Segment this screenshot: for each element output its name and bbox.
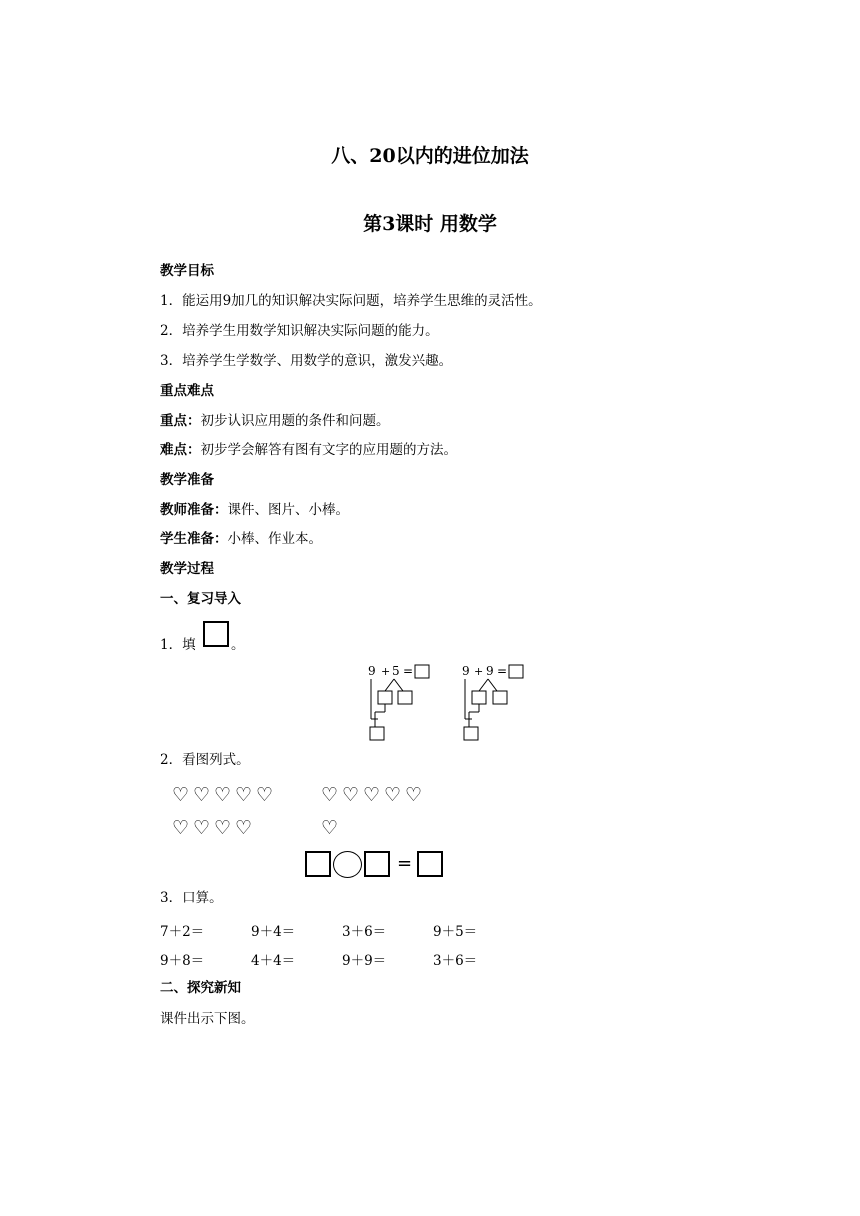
goal-item: 3．培养学生学数学、用数学的意识，激发兴趣。	[160, 353, 453, 369]
prep-heading: 教学准备	[160, 472, 214, 488]
process-heading: 教学过程	[160, 561, 214, 577]
heart-icon: ♡	[172, 784, 190, 806]
equals-sign: =	[397, 853, 413, 874]
goal-item: 2．培养学生用数学知识解决实际问题的能力。	[160, 323, 439, 339]
heart-icon: ♡	[342, 784, 360, 806]
tree1-op: +	[381, 665, 391, 678]
tree2-eq: =	[497, 664, 508, 678]
calc-item: 7＋2＝	[160, 924, 205, 940]
heart-icon: ♡	[172, 817, 190, 839]
tree2-part-box	[472, 691, 486, 704]
unit-title: 八、20以内的进位加法	[331, 145, 529, 167]
lesson-title: 第3课时 用数学	[363, 213, 497, 235]
decomposition-diagrams	[360, 660, 540, 746]
difficulty-line	[160, 441, 457, 459]
heart-icon: ♡	[363, 784, 381, 806]
tree2-result-box	[509, 665, 523, 678]
focus-label: 重点：	[160, 413, 201, 429]
heart-icon: ♡	[235, 784, 253, 806]
student-prep-label: 学生准备：	[160, 531, 228, 547]
tree1-part-box	[378, 691, 392, 704]
heart-icon: ♡	[321, 817, 339, 839]
calc-item: 9＋9＝	[342, 953, 387, 969]
goal-item: 1．能运用9加几的知识解决实际问题，培养学生思维的灵活性。	[160, 293, 542, 309]
heart-icon: ♡	[405, 784, 423, 806]
q2-label: 2．看图列式。	[160, 752, 250, 768]
teacher-prep-text: 课件、图片、小棒。	[227, 502, 349, 518]
heart-icon: ♡	[193, 817, 211, 839]
goals-heading: 教学目标	[160, 263, 214, 279]
calc-item: 9＋4＝	[251, 924, 296, 940]
q3-label: 3．口算。	[160, 890, 223, 906]
equation-box	[364, 851, 390, 877]
section-review: 一、复习导入	[160, 591, 241, 607]
tree2-part-box	[493, 691, 507, 704]
operator-circle	[333, 851, 362, 878]
difficulty-text: 初步学会解答有图有文字的应用题的方法。	[200, 442, 457, 458]
q1-suffix: 。	[231, 637, 245, 653]
tree1-eq: =	[403, 664, 414, 678]
heart-icon: ♡	[321, 784, 339, 806]
heart-icon: ♡	[214, 784, 232, 806]
keypoints-heading: 重点难点	[160, 383, 214, 399]
calc-item: 9＋5＝	[433, 924, 478, 940]
heart-icon: ♡	[214, 817, 232, 839]
student-prep-text: 小棒、作业本。	[227, 531, 322, 547]
calc-item: 4＋4＝	[251, 953, 296, 969]
focus-line	[160, 412, 390, 430]
heart-icon: ♡	[384, 784, 402, 806]
heart-icon: ♡	[235, 817, 253, 839]
difficulty-label: 难点：	[160, 442, 201, 458]
tree2-a: 9	[462, 664, 470, 678]
tree1-sum-box	[370, 727, 384, 740]
q1-prefix: 1．填	[160, 637, 196, 653]
section-explore: 二、探究新知	[160, 980, 241, 996]
section-explore-text: 课件出示下图。	[160, 1011, 255, 1027]
heart-icon: ♡	[256, 784, 274, 806]
focus-text: 初步认识应用题的条件和问题。	[200, 413, 390, 429]
tree2-op: +	[474, 665, 484, 678]
heart-icon: ♡	[193, 784, 211, 806]
equation-box	[417, 851, 443, 877]
tree2-sum-box	[464, 727, 478, 740]
tree-9-plus-5	[368, 664, 429, 740]
calc-item: 3＋6＝	[433, 953, 478, 969]
tree1-a: 9	[368, 664, 376, 678]
tree1-part-box	[398, 691, 412, 704]
equation-box	[305, 851, 331, 877]
student-prep-line	[160, 530, 322, 548]
tree-9-plus-9	[462, 664, 523, 740]
teacher-prep-label: 教师准备：	[160, 502, 228, 518]
answer-box	[203, 621, 229, 647]
calc-item: 3＋6＝	[342, 924, 387, 940]
calc-item: 9＋8＝	[160, 953, 205, 969]
tree1-b: 5	[392, 664, 400, 678]
tree1-result-box	[415, 665, 429, 678]
teacher-prep-line	[160, 501, 349, 519]
tree2-b: 9	[486, 664, 494, 678]
